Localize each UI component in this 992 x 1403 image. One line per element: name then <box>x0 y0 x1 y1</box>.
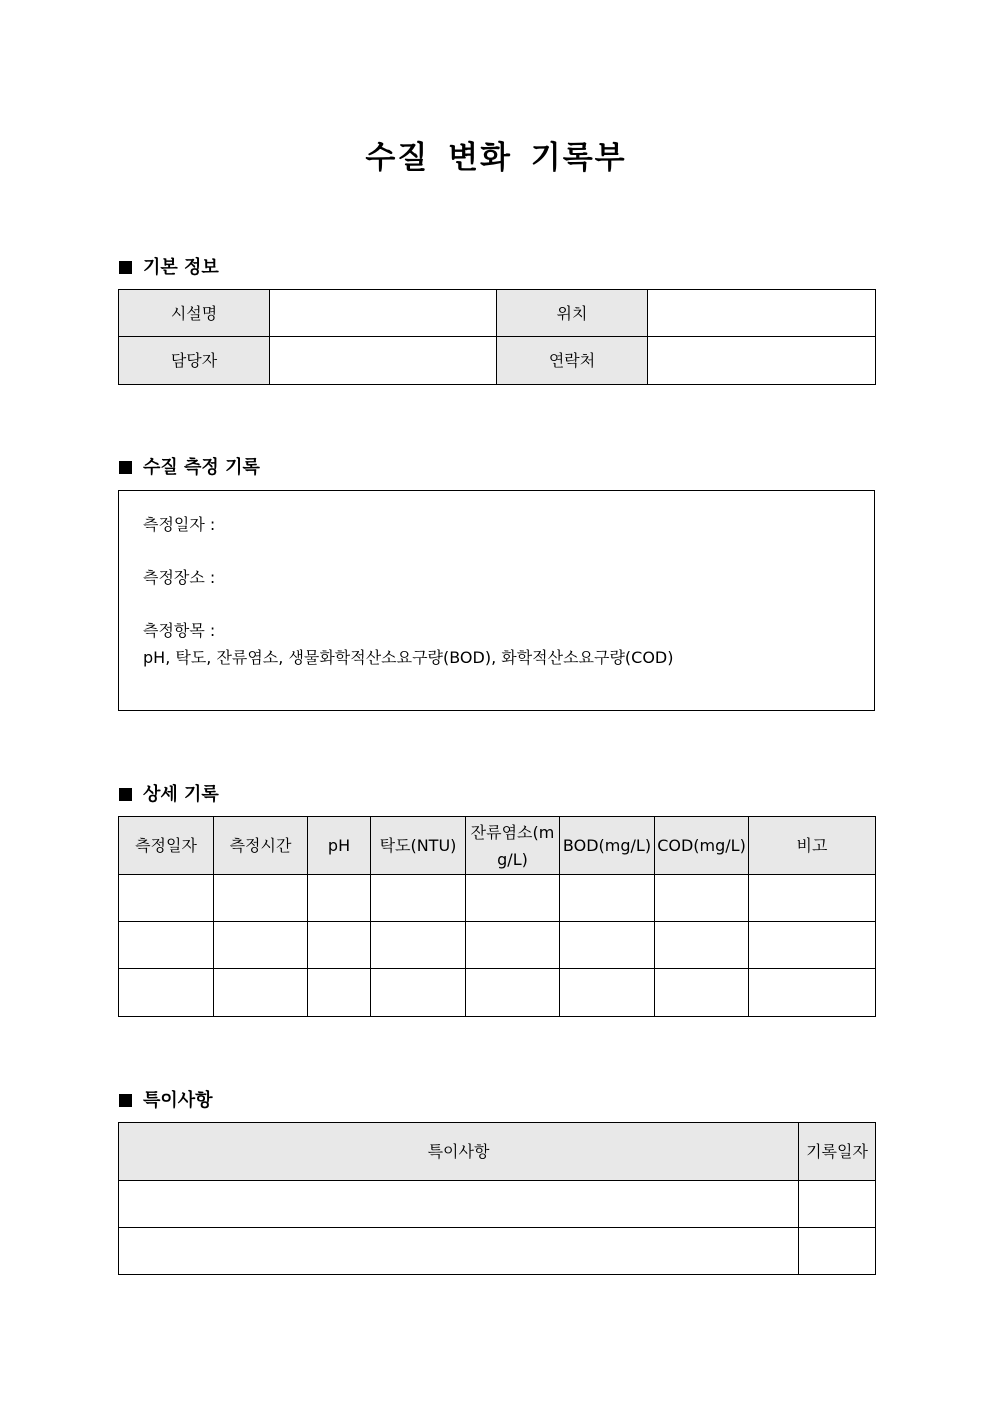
manager-label: 담당자 <box>119 337 270 385</box>
section-heading-measure <box>119 453 260 479</box>
header-notes: 특이사항 <box>119 1123 799 1181</box>
table-row <box>119 969 876 1017</box>
cell-measure-date[interactable] <box>119 969 214 1017</box>
basic-info-table <box>118 289 876 385</box>
cell-notes[interactable] <box>119 1228 799 1275</box>
cell-bod[interactable] <box>560 875 655 922</box>
cell-turbidity[interactable] <box>371 922 466 969</box>
cell-residual-chlorine[interactable] <box>466 969 560 1017</box>
cell-record-date[interactable] <box>799 1181 876 1228</box>
location-label: 위치 <box>497 290 648 337</box>
table-row <box>119 1228 876 1275</box>
table-row <box>119 922 876 969</box>
table-row <box>119 875 876 922</box>
header-residual-chlorine: 잔류염소(mg/L) <box>466 817 560 875</box>
cell-turbidity[interactable] <box>371 875 466 922</box>
measurement-box <box>118 490 875 711</box>
square-bullet-icon <box>119 261 132 274</box>
section-heading-basic <box>119 253 219 279</box>
section-title: 특이사항 <box>143 1090 213 1111</box>
contact-label: 연락처 <box>497 337 648 385</box>
square-bullet-icon <box>119 788 132 801</box>
cell-cod[interactable] <box>655 875 749 922</box>
manager-field[interactable] <box>270 337 497 385</box>
detail-table <box>118 816 876 1017</box>
contact-field[interactable] <box>648 337 876 385</box>
cell-bod[interactable] <box>560 922 655 969</box>
header-turbidity: 탁도(NTU) <box>371 817 466 875</box>
section-title: 상세 기록 <box>143 784 219 805</box>
cell-ph[interactable] <box>308 969 371 1017</box>
header-remarks: 비고 <box>749 817 876 875</box>
section-title: 기본 정보 <box>143 257 219 278</box>
cell-ph[interactable] <box>308 875 371 922</box>
cell-measure-time[interactable] <box>214 922 308 969</box>
square-bullet-icon <box>119 461 132 474</box>
cell-cod[interactable] <box>655 969 749 1017</box>
location-field[interactable] <box>648 290 876 337</box>
cell-measure-date[interactable] <box>119 875 214 922</box>
header-ph: pH <box>308 817 371 875</box>
cell-measure-time[interactable] <box>214 875 308 922</box>
notes-table <box>118 1122 876 1275</box>
cell-remarks[interactable] <box>749 922 876 969</box>
cell-measure-date[interactable] <box>119 922 214 969</box>
cell-notes[interactable] <box>119 1181 799 1228</box>
measure-date-line: 측정일자 : <box>143 515 216 534</box>
measure-items-line: 측정항목 : <box>143 621 216 640</box>
header-bod: BOD(mg/L) <box>560 817 655 875</box>
cell-measure-time[interactable] <box>214 969 308 1017</box>
header-measure-time: 측정시간 <box>214 817 308 875</box>
section-heading-notes <box>119 1086 213 1112</box>
page-title: 수질 변화 기록부 <box>365 140 627 176</box>
cell-ph[interactable] <box>308 922 371 969</box>
header-cod: COD(mg/L) <box>655 817 749 875</box>
facility-field[interactable] <box>270 290 497 337</box>
cell-bod[interactable] <box>560 969 655 1017</box>
header-record-date: 기록일자 <box>799 1123 876 1181</box>
measure-place-line: 측정장소 : <box>143 568 216 587</box>
table-row <box>119 1181 876 1228</box>
square-bullet-icon <box>119 1094 132 1107</box>
cell-remarks[interactable] <box>749 875 876 922</box>
cell-record-date[interactable] <box>799 1228 876 1275</box>
header-measure-date: 측정일자 <box>119 817 214 875</box>
cell-remarks[interactable] <box>749 969 876 1017</box>
cell-turbidity[interactable] <box>371 969 466 1017</box>
cell-residual-chlorine[interactable] <box>466 875 560 922</box>
cell-residual-chlorine[interactable] <box>466 922 560 969</box>
facility-label: 시설명 <box>119 290 270 337</box>
section-title: 수질 측정 기록 <box>143 457 260 478</box>
measure-items-value: pH, 탁도, 잔류염소, 생물화학적산소요구량(BOD), 화학적산소요구량(COD) <box>143 648 674 667</box>
cell-cod[interactable] <box>655 922 749 969</box>
section-heading-detail <box>119 780 219 806</box>
